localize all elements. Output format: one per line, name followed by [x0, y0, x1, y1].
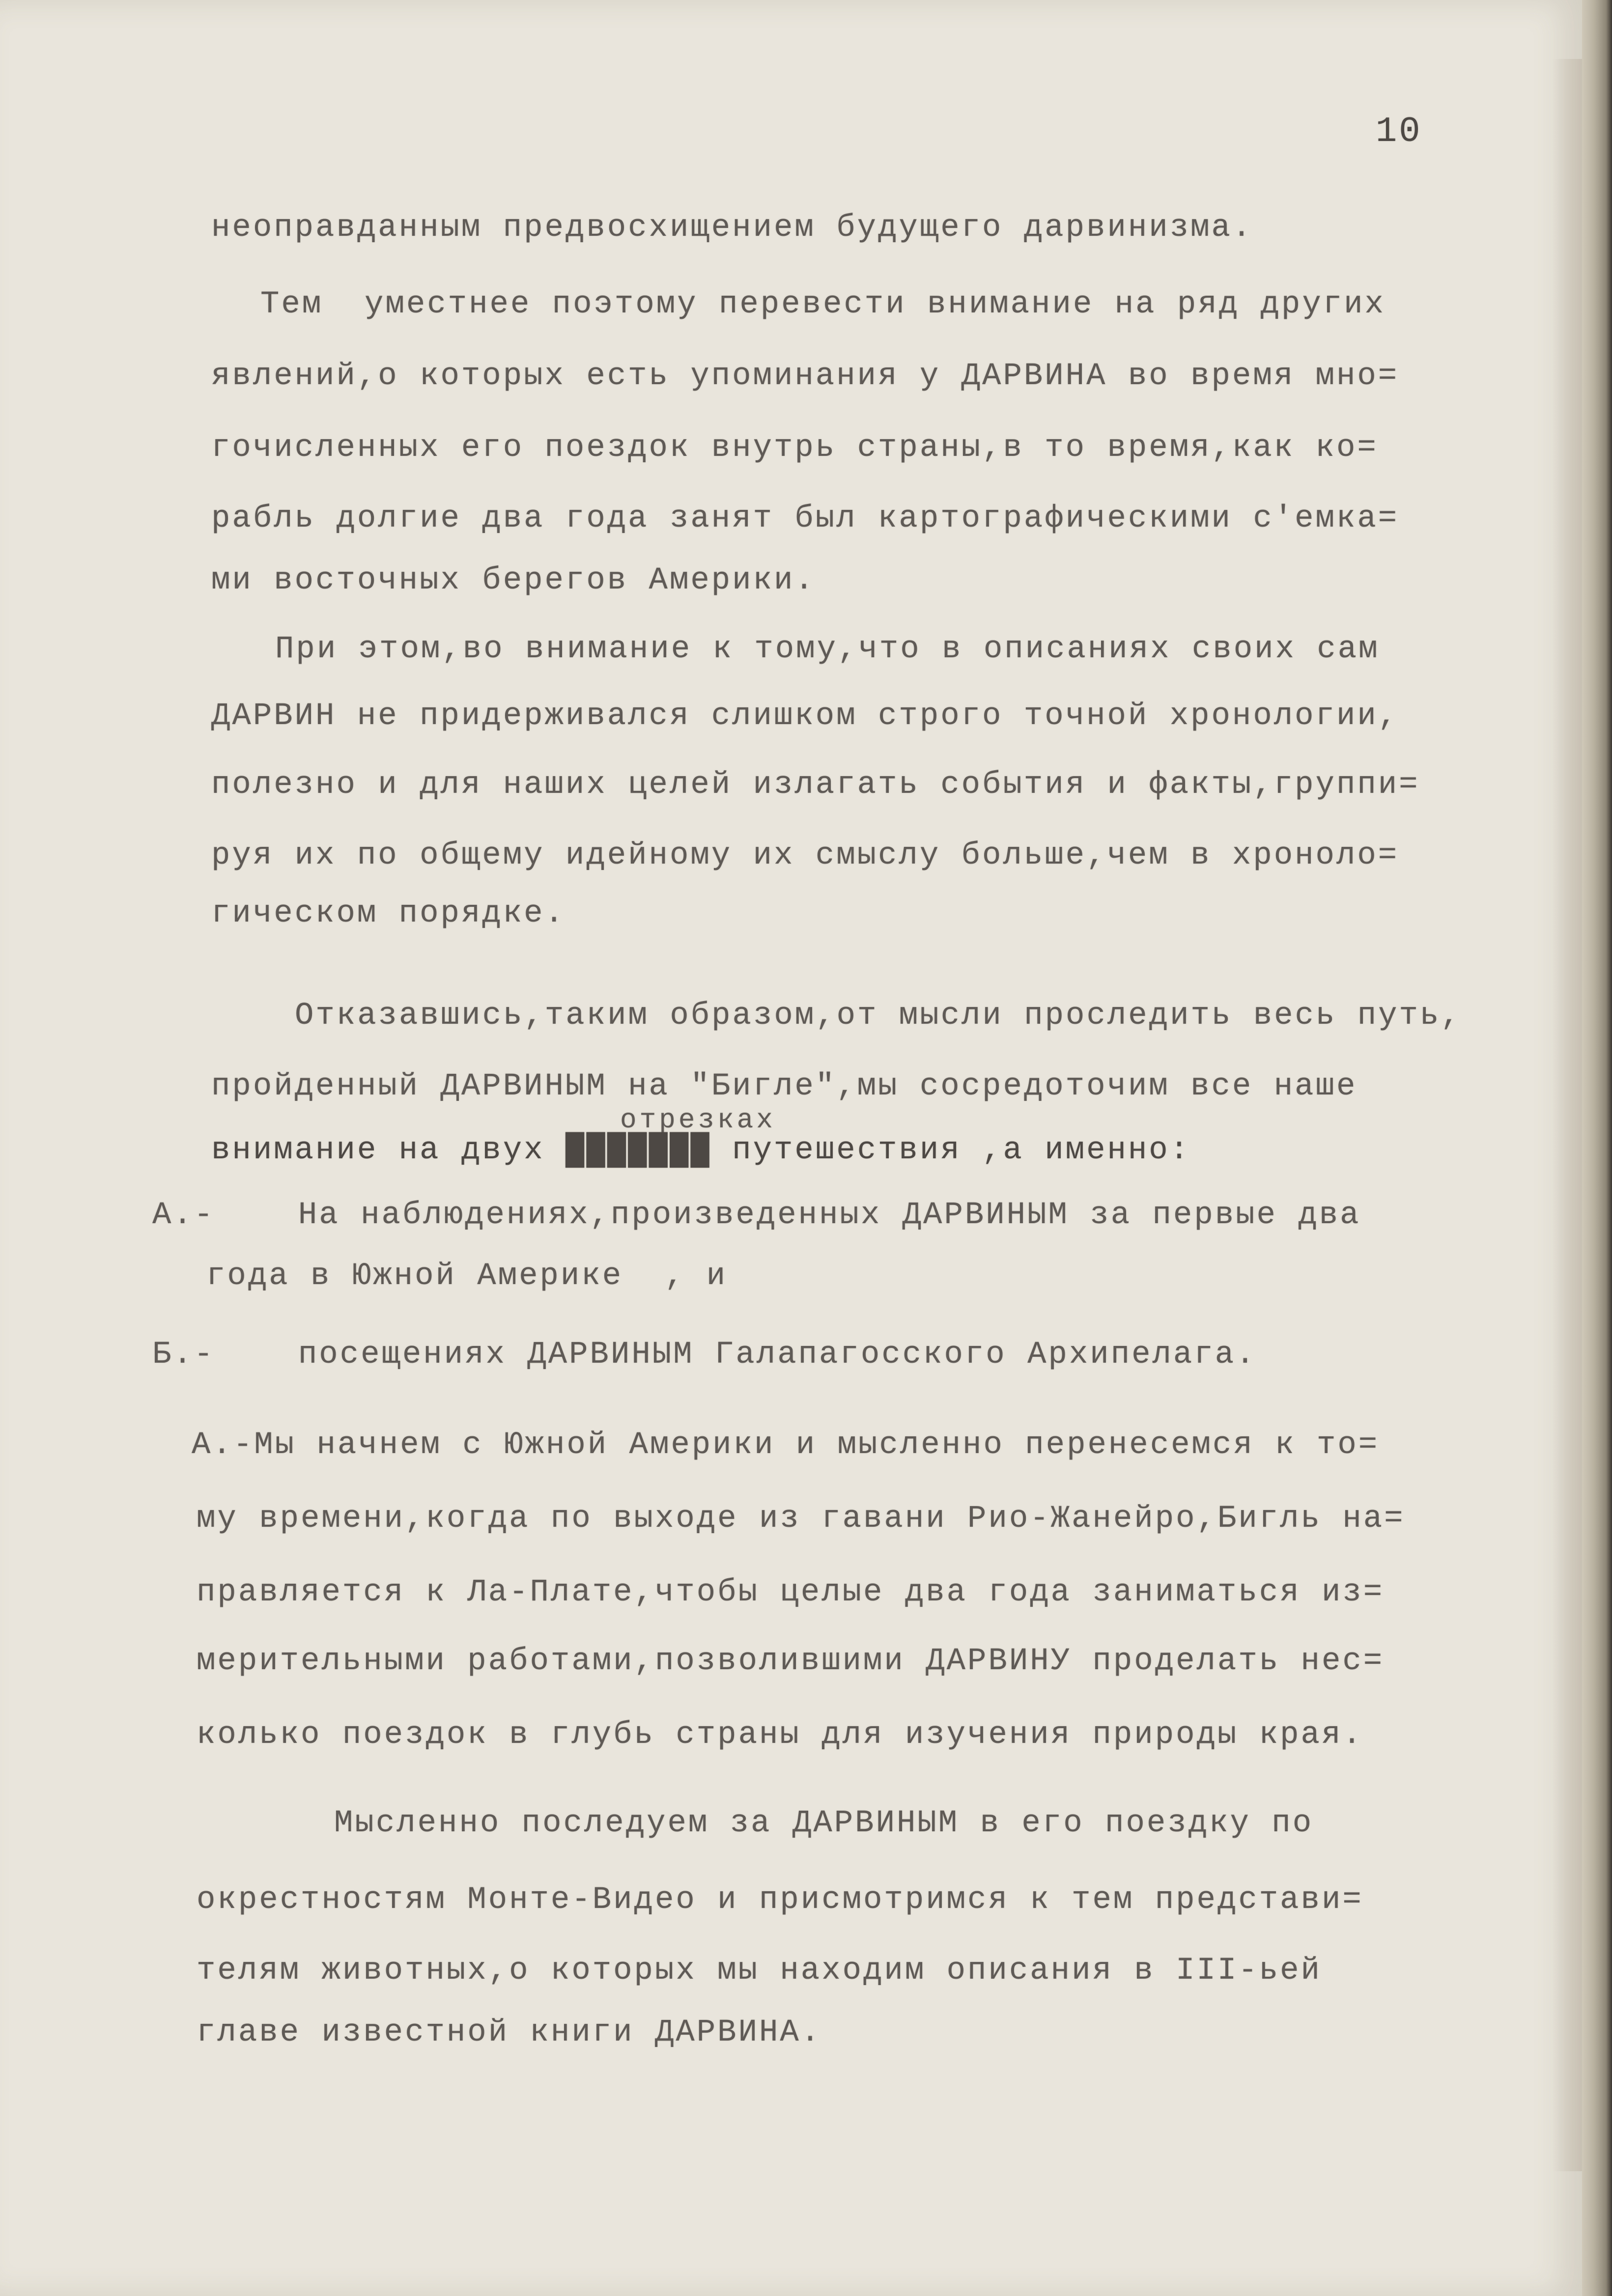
- text-line: ми восточных берегов Америки.: [211, 563, 816, 598]
- text-line: полезно и для наших целей излагать события и факты,группи=: [211, 767, 1420, 803]
- text-line: А.-Мы начнем с Южной Америки и мысленно перенесемся к то=: [192, 1428, 1380, 1463]
- text-line: При этом,во внимание к тому,что в описаниях своих сам: [275, 632, 1380, 667]
- text-line: главе известной книги ДАРВИНА.: [197, 2015, 822, 2050]
- binder-edge: [1582, 0, 1612, 2296]
- text-line: Тем уместнее поэтому перевести внимание на ряд других: [260, 287, 1386, 322]
- text-line: года в Южной Америке , и: [206, 1259, 728, 1294]
- text-line: правляется к Ла-Плате,чтобы целые два года заниматься из=: [197, 1575, 1385, 1610]
- text-line: мерительными работами,позволившими ДАРВИНУ проделать нес=: [197, 1644, 1385, 1679]
- list-item-a: А.- На наблюдениях,произведенных ДАРВИНЫМ за первые два: [152, 1198, 1361, 1233]
- text-line: внимание на двух ███████ путешествия ,а именно:: [211, 1133, 1191, 1168]
- text-line: телям животных,о которых мы находим описания в III-ьей: [197, 1953, 1322, 1988]
- text-line: руя их по общему идейному их смыслу больше,чем в хроноло=: [211, 838, 1399, 873]
- text-line: неоправданным предвосхищением будущего дарвинизма.: [211, 210, 1253, 246]
- list-item-b: Б.- посещениях ДАРВИНЫМ Галапагосского Архипелага.: [152, 1337, 1257, 1372]
- handwritten-insert: отрезках: [620, 1104, 776, 1136]
- page-number: 10: [1376, 112, 1422, 152]
- text-line: рабль долгие два года занят был картографическими с'емка=: [211, 501, 1399, 536]
- text-line: гочисленных его поездок внутрь страны,в то время,как ко=: [211, 430, 1378, 466]
- text-line: пройденный ДАРВИНЫМ на "Бигле",мы сосредоточим все наше: [211, 1069, 1357, 1104]
- text-line: гическом порядке.: [211, 896, 566, 931]
- text-line: Отказавшись,таким образом,от мысли проследить весь путь,: [295, 998, 1462, 1034]
- text-line: ДАРВИН не придерживался слишком строго точной хронологии,: [211, 699, 1399, 734]
- text-line: колько поездок в глубь страны для изучения природы края.: [197, 1717, 1363, 1753]
- text-line: му времени,когда по выходе из гавани Рио-Жанейро,Бигль на=: [197, 1501, 1405, 1537]
- text-line: явлений,о которых есть упоминания у ДАРВИНА во время мно=: [211, 359, 1399, 394]
- text-line: окрестностям Монте-Видео и присмотримся к тем представи=: [197, 1882, 1363, 1918]
- underlying-page-edge: [1553, 59, 1582, 2171]
- text-line: Мысленно последуем за ДАРВИНЫМ в его поездку по: [334, 1806, 1314, 1841]
